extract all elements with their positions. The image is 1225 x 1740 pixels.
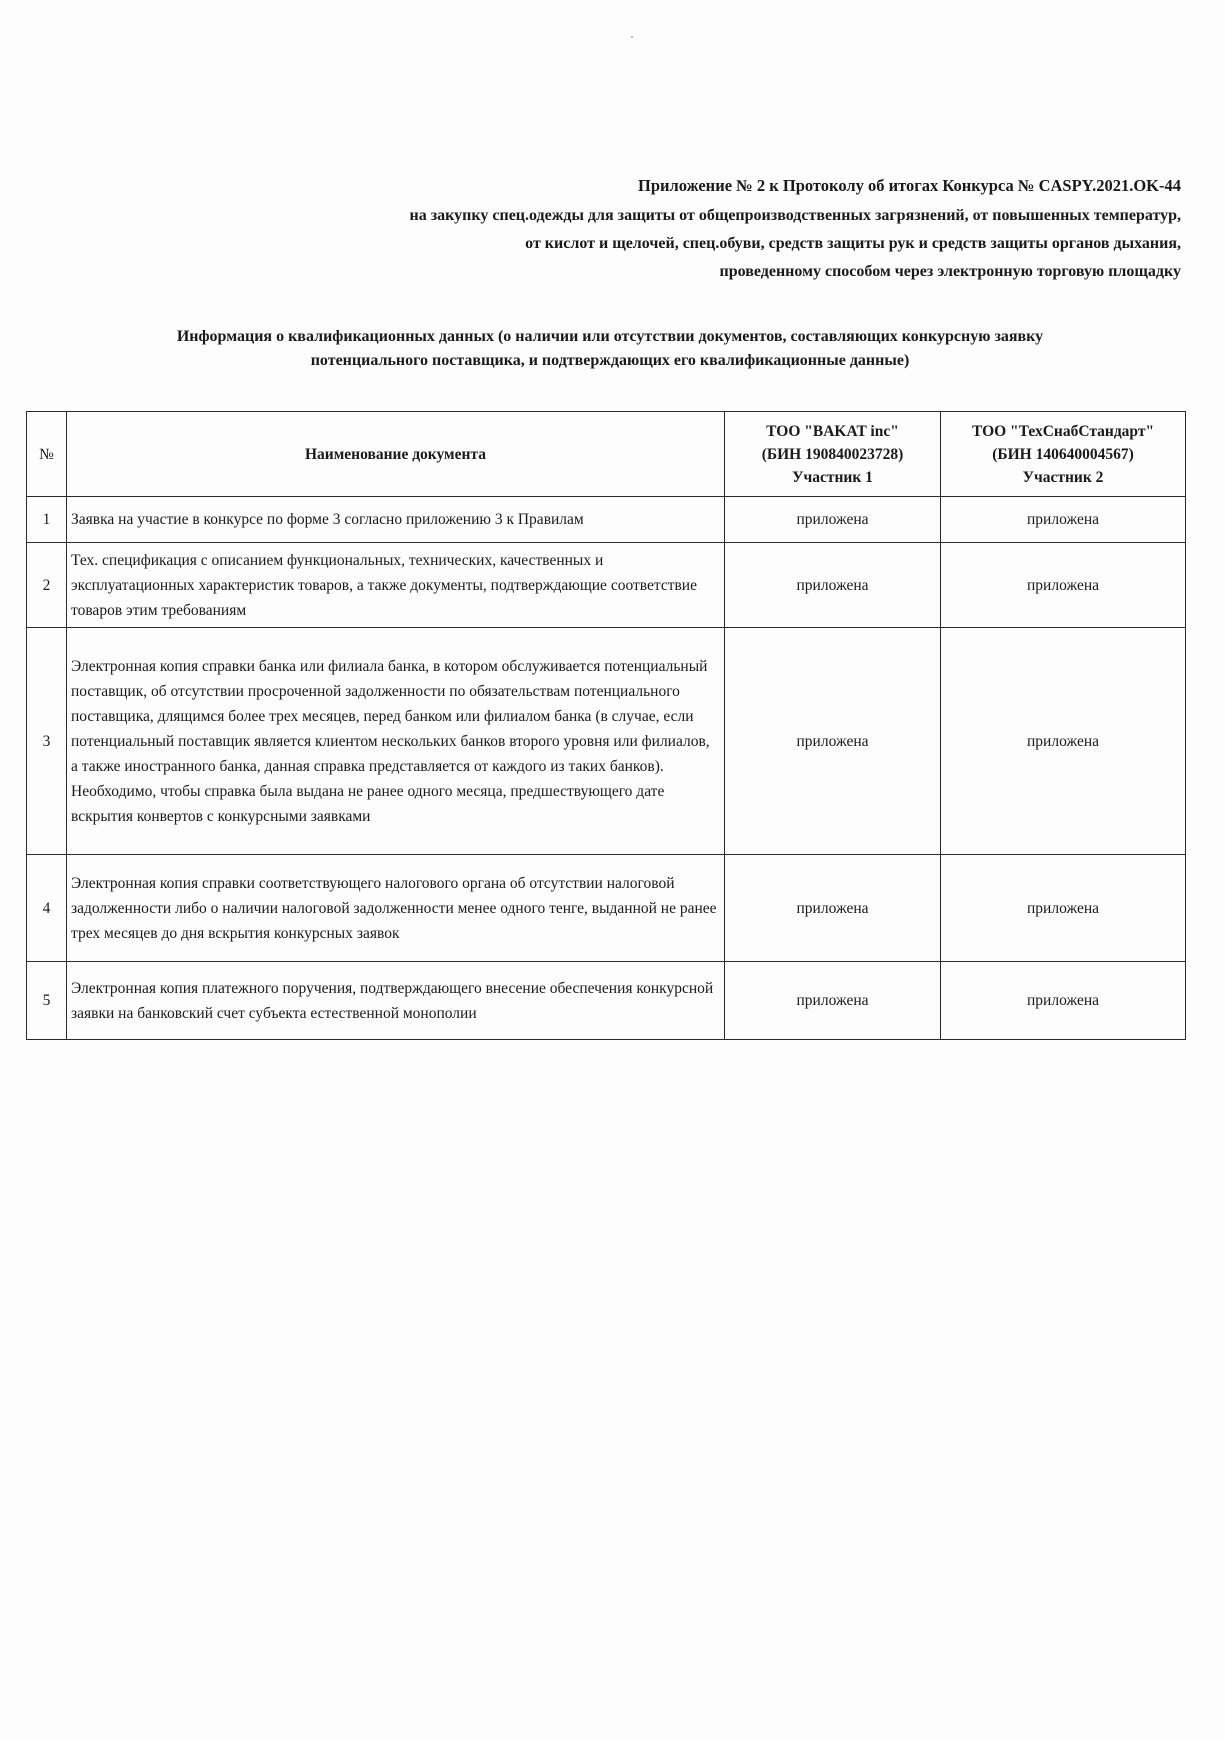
participant-1-name: ТОО "BAKAT inc" — [766, 422, 899, 440]
table-row — [27, 962, 1186, 1040]
appendix-subtitle-line-1: на закупку спец.одежды для защиты от общепроизводственных загрязнений, от повышенных температур, — [409, 207, 1181, 224]
participant-1-status: приложена — [725, 543, 941, 628]
qualification-info-title-line-2: потенциального поставщика, и подтверждающих его квалификационные данные) — [310, 352, 910, 369]
document-description: Тех. спецификация с описанием функциональных, технических, качественных и эксплуатационных характеристик товаров, а также документы, подтверждающие соответствие товаров этим требованиям — [67, 543, 725, 628]
participant-2-status: приложена — [941, 543, 1186, 628]
participant-2-status: приложена — [941, 628, 1186, 855]
row-number: 2 — [27, 543, 67, 628]
document-description: Электронная копия справки соответствующего налогового органа об отсутствии налоговой задолженности либо о наличии налоговой задолженности менее одного тенге, выданной не ранее трех месяцев до дня вскрытия конкурсных заявок — [67, 855, 725, 962]
participant-2-name: ТОО "ТехСнабСтандарт" — [971, 422, 1155, 440]
row-number: 3 — [27, 628, 67, 855]
appendix-subtitle-line-2: от кислот и щелочей, спец.обуви, средств защиты рук и средств защиты органов дыхания, — [525, 235, 1181, 252]
table-header-row — [27, 412, 1186, 497]
appendix-title: Приложение № 2 к Протоколу об итогах Конкурса № CASPY.2021.OK-44 — [638, 176, 1181, 195]
participant-2-status: приложена — [941, 497, 1186, 543]
column-header-participant-2 — [941, 412, 1186, 497]
column-header-document-name: Наименование документа — [67, 412, 725, 497]
participant-1-status: приложена — [725, 628, 941, 855]
participant-2-role: Участник 2 — [1022, 468, 1104, 486]
row-number: 5 — [27, 962, 67, 1040]
qualification-table — [26, 411, 1186, 1040]
table-row — [27, 855, 1186, 962]
table-row — [27, 628, 1186, 855]
participant-2-status: приложена — [941, 962, 1186, 1040]
appendix-header — [161, 172, 1181, 286]
appendix-subtitle-line-3: проведенному способом через электронную торговую площадку — [719, 263, 1181, 280]
participant-1-status: приложена — [725, 855, 941, 962]
table-row — [27, 543, 1186, 628]
qualification-info-title-line-1: Информация о квалификационных данных (о наличии или отсутствии документов, составляющих конкурсную заявку — [176, 328, 1044, 345]
participant-1-status: приложена — [725, 962, 941, 1040]
participant-1-status: приложена — [725, 497, 941, 543]
document-description: Электронная копия платежного поручения, подтверждающего внесение обеспечения конкурсной заявки на банковский счет субъекта естественной монополии — [67, 962, 725, 1040]
participant-2-status: приложена — [941, 855, 1186, 962]
participant-1-bin: (БИН 190840023728) — [761, 445, 904, 463]
column-header-participant-1 — [725, 412, 941, 497]
row-number: 1 — [27, 497, 67, 543]
participant-2-bin: (БИН 140640004567) — [992, 445, 1134, 463]
column-header-number: № — [27, 412, 67, 497]
document-description: Заявка на участие в конкурсе по форме 3 согласно приложению 3 к Правилам — [67, 497, 725, 543]
qualification-info-title — [40, 325, 1180, 373]
row-number: 4 — [27, 855, 67, 962]
document-description: Электронная копия справки банка или филиала банка, в котором обслуживается потенциальный поставщик, об отсутствии просроченной задолженности по обязательствам потенциального поставщика, длящимся более трех месяцев, перед банком или филиалом банка (в случае, если потенциальный поставщик является клиентом нескольких банков второго уровня или филиалов, а также иностранного банка, данная справка представляется от каждого из таких банков). Необходимо, чтобы справка была выдана не ранее одного месяца, предшествующего дате вскрытия конвертов с конкурсными заявками — [67, 628, 725, 855]
participant-1-role: Участник 1 — [792, 468, 873, 486]
scan-artifact — [631, 36, 633, 38]
table-row — [27, 497, 1186, 543]
